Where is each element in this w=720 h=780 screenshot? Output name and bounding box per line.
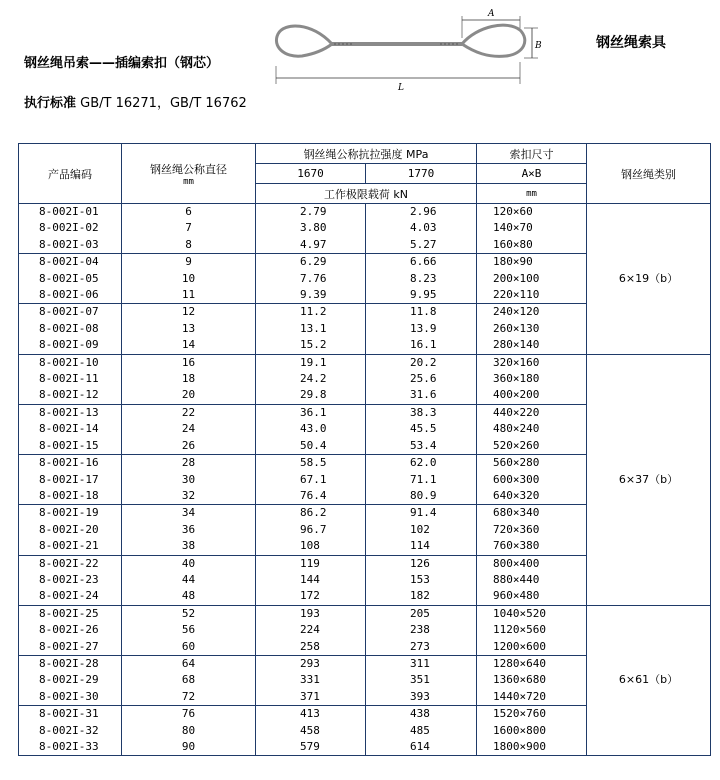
code-cell: 8-002I-27	[19, 639, 122, 656]
diameter-cell: 28	[122, 455, 256, 472]
load-1670-cell: 36.1	[256, 404, 366, 421]
code-cell: 8-002I-16	[19, 455, 122, 472]
load-1770-cell: 20.2	[366, 354, 477, 371]
load-1670-cell: 4.97	[256, 237, 366, 254]
size-cell: 1120×560	[477, 622, 587, 638]
category-cell: 6×19（b）	[587, 204, 711, 355]
load-1770-cell: 13.9	[366, 321, 477, 337]
code-cell: 8-002I-17	[19, 472, 122, 488]
load-1770-cell: 6.66	[366, 254, 477, 271]
size-cell: 120×60	[477, 204, 587, 221]
code-cell: 8-002I-12	[19, 387, 122, 404]
load-1770-cell: 126	[366, 555, 477, 572]
load-1770-cell: 351	[366, 672, 477, 688]
code-cell: 8-002I-15	[19, 438, 122, 455]
standard-label: 执行标准	[24, 96, 77, 111]
header-size-axb: A×B	[477, 164, 587, 184]
table-row	[19, 204, 711, 221]
load-1770-cell: 31.6	[366, 387, 477, 404]
load-1770-cell: 182	[366, 588, 477, 605]
diameter-cell: 52	[122, 605, 256, 622]
load-1770-cell: 438	[366, 706, 477, 723]
header-strength-1670: 1670	[256, 164, 366, 184]
dim-l-label: L	[398, 83, 404, 93]
code-cell: 8-002I-33	[19, 739, 122, 756]
left-eye-loop	[276, 26, 332, 56]
code-cell: 8-002I-10	[19, 354, 122, 371]
load-1770-cell: 62.0	[366, 455, 477, 472]
size-cell: 140×70	[477, 220, 587, 236]
code-cell: 8-002I-24	[19, 588, 122, 605]
load-1670-cell: 11.2	[256, 304, 366, 321]
load-1670-cell: 2.79	[256, 204, 366, 221]
load-1770-cell: 91.4	[366, 505, 477, 522]
load-1670-cell: 293	[256, 655, 366, 672]
diameter-cell: 38	[122, 538, 256, 555]
size-cell: 480×240	[477, 421, 587, 437]
load-1670-cell: 7.76	[256, 271, 366, 287]
size-cell: 1040×520	[477, 605, 587, 622]
size-cell: 760×380	[477, 538, 587, 555]
load-1670-cell: 172	[256, 588, 366, 605]
load-1770-cell: 273	[366, 639, 477, 656]
diameter-cell: 44	[122, 572, 256, 588]
dim-a-label: A	[488, 9, 495, 19]
code-cell: 8-002I-31	[19, 706, 122, 723]
load-1770-cell: 238	[366, 622, 477, 638]
diameter-cell: 90	[122, 739, 256, 756]
load-1670-cell: 108	[256, 538, 366, 555]
diameter-cell: 18	[122, 371, 256, 387]
header-load: 工作极限载荷 kN	[256, 184, 477, 204]
diameter-cell: 9	[122, 254, 256, 271]
code-cell: 8-002I-08	[19, 321, 122, 337]
load-1770-cell: 5.27	[366, 237, 477, 254]
diameter-cell: 64	[122, 655, 256, 672]
load-1670-cell: 13.1	[256, 321, 366, 337]
code-cell: 8-002I-05	[19, 271, 122, 287]
diameter-cell: 40	[122, 555, 256, 572]
spec-table-body	[19, 204, 711, 756]
load-1770-cell: 11.8	[366, 304, 477, 321]
standard-line	[24, 92, 247, 111]
header-diameter-label: 钢丝绳公称直径	[150, 162, 227, 176]
dim-b-label: B	[535, 41, 542, 51]
diameter-cell: 20	[122, 387, 256, 404]
size-cell: 640×320	[477, 488, 587, 505]
diameter-cell: 13	[122, 321, 256, 337]
load-1770-cell: 485	[366, 723, 477, 739]
diameter-cell: 76	[122, 706, 256, 723]
code-cell: 8-002I-22	[19, 555, 122, 572]
diameter-cell: 11	[122, 287, 256, 304]
load-1670-cell: 258	[256, 639, 366, 656]
code-cell: 8-002I-18	[19, 488, 122, 505]
size-cell: 600×300	[477, 472, 587, 488]
load-1770-cell: 80.9	[366, 488, 477, 505]
header-strength: 钢丝绳公称抗拉强度 MPa	[256, 144, 477, 164]
size-cell: 240×120	[477, 304, 587, 321]
code-cell: 8-002I-28	[19, 655, 122, 672]
category-cell: 6×61（b）	[587, 605, 711, 756]
diameter-cell: 72	[122, 689, 256, 706]
load-1670-cell: 58.5	[256, 455, 366, 472]
load-1670-cell: 579	[256, 739, 366, 756]
diameter-cell: 14	[122, 337, 256, 354]
load-1670-cell: 193	[256, 605, 366, 622]
load-1670-cell: 6.29	[256, 254, 366, 271]
load-1770-cell: 9.95	[366, 287, 477, 304]
diameter-cell: 26	[122, 438, 256, 455]
table-row	[19, 605, 711, 622]
load-1670-cell: 86.2	[256, 505, 366, 522]
size-cell: 1200×600	[477, 639, 587, 656]
size-cell: 180×90	[477, 254, 587, 271]
size-cell: 440×220	[477, 404, 587, 421]
header-code: 产品编码	[19, 144, 122, 204]
product-title: 钢丝绳吊索——插编索扣（钢芯）	[24, 56, 220, 71]
load-1670-cell: 24.2	[256, 371, 366, 387]
load-1770-cell: 114	[366, 538, 477, 555]
diameter-cell: 16	[122, 354, 256, 371]
diameter-cell: 12	[122, 304, 256, 321]
diameter-cell: 30	[122, 472, 256, 488]
load-1670-cell: 50.4	[256, 438, 366, 455]
load-1770-cell: 53.4	[366, 438, 477, 455]
code-cell: 8-002I-25	[19, 605, 122, 622]
load-1670-cell: 67.1	[256, 472, 366, 488]
code-cell: 8-002I-09	[19, 337, 122, 354]
size-cell: 280×140	[477, 337, 587, 354]
size-cell: 520×260	[477, 438, 587, 455]
size-cell: 260×130	[477, 321, 587, 337]
code-cell: 8-002I-29	[19, 672, 122, 688]
diameter-cell: 68	[122, 672, 256, 688]
code-cell: 8-002I-11	[19, 371, 122, 387]
load-1670-cell: 9.39	[256, 287, 366, 304]
size-cell: 880×440	[477, 572, 587, 588]
load-1770-cell: 311	[366, 655, 477, 672]
code-cell: 8-002I-13	[19, 404, 122, 421]
load-1670-cell: 224	[256, 622, 366, 638]
spec-table	[18, 143, 711, 756]
code-cell: 8-002I-32	[19, 723, 122, 739]
diameter-cell: 7	[122, 220, 256, 236]
load-1670-cell: 43.0	[256, 421, 366, 437]
size-cell: 400×200	[477, 387, 587, 404]
size-cell: 1520×760	[477, 706, 587, 723]
diameter-cell: 32	[122, 488, 256, 505]
right-eye-loop	[462, 25, 525, 56]
diameter-cell: 56	[122, 622, 256, 638]
sling-diagram	[262, 4, 552, 96]
code-cell: 8-002I-26	[19, 622, 122, 638]
code-cell: 8-002I-03	[19, 237, 122, 254]
diameter-cell: 60	[122, 639, 256, 656]
load-1670-cell: 76.4	[256, 488, 366, 505]
load-1670-cell: 119	[256, 555, 366, 572]
table-row	[19, 354, 711, 371]
header-diameter-unit: mm	[183, 176, 194, 187]
load-1670-cell: 3.80	[256, 220, 366, 236]
diameter-cell: 24	[122, 421, 256, 437]
diameter-cell: 6	[122, 204, 256, 221]
load-1770-cell: 38.3	[366, 404, 477, 421]
load-1670-cell: 331	[256, 672, 366, 688]
size-cell: 1360×680	[477, 672, 587, 688]
load-1670-cell: 371	[256, 689, 366, 706]
header-strength-1770: 1770	[366, 164, 477, 184]
load-1670-cell: 29.8	[256, 387, 366, 404]
load-1670-cell: 19.1	[256, 354, 366, 371]
size-cell: 960×480	[477, 588, 587, 605]
header-size: 索扣尺寸	[477, 144, 587, 164]
size-cell: 1280×640	[477, 655, 587, 672]
code-cell: 8-002I-14	[19, 421, 122, 437]
standard-value: GB/T 16271，GB/T 16762	[80, 96, 247, 111]
load-1670-cell: 96.7	[256, 522, 366, 538]
category-cell: 6×37（b）	[587, 354, 711, 605]
code-cell: 8-002I-07	[19, 304, 122, 321]
load-1770-cell: 4.03	[366, 220, 477, 236]
size-cell: 1440×720	[477, 689, 587, 706]
load-1770-cell: 45.5	[366, 421, 477, 437]
load-1670-cell: 144	[256, 572, 366, 588]
diameter-cell: 36	[122, 522, 256, 538]
code-cell: 8-002I-02	[19, 220, 122, 236]
diameter-cell: 80	[122, 723, 256, 739]
size-cell: 360×180	[477, 371, 587, 387]
diameter-cell: 34	[122, 505, 256, 522]
load-1670-cell: 15.2	[256, 337, 366, 354]
size-cell: 220×110	[477, 287, 587, 304]
code-cell: 8-002I-23	[19, 572, 122, 588]
load-1670-cell: 458	[256, 723, 366, 739]
diameter-cell: 48	[122, 588, 256, 605]
code-cell: 8-002I-01	[19, 204, 122, 221]
code-cell: 8-002I-30	[19, 689, 122, 706]
code-cell: 8-002I-04	[19, 254, 122, 271]
code-cell: 8-002I-06	[19, 287, 122, 304]
load-1770-cell: 16.1	[366, 337, 477, 354]
load-1770-cell: 205	[366, 605, 477, 622]
load-1770-cell: 393	[366, 689, 477, 706]
size-cell: 720×360	[477, 522, 587, 538]
header-size-unit: mm	[477, 184, 587, 204]
code-cell: 8-002I-20	[19, 522, 122, 538]
load-1770-cell: 25.6	[366, 371, 477, 387]
diameter-cell: 22	[122, 404, 256, 421]
load-1770-cell: 2.96	[366, 204, 477, 221]
header-diameter	[122, 144, 256, 204]
size-cell: 1600×800	[477, 723, 587, 739]
diameter-cell: 10	[122, 271, 256, 287]
load-1770-cell: 71.1	[366, 472, 477, 488]
size-cell: 800×400	[477, 555, 587, 572]
load-1670-cell: 413	[256, 706, 366, 723]
load-1770-cell: 614	[366, 739, 477, 756]
load-1770-cell: 8.23	[366, 271, 477, 287]
diameter-cell: 8	[122, 237, 256, 254]
size-cell: 200×100	[477, 271, 587, 287]
code-cell: 8-002I-19	[19, 505, 122, 522]
load-1770-cell: 153	[366, 572, 477, 588]
load-1770-cell: 102	[366, 522, 477, 538]
header-category: 钢丝绳类别	[587, 144, 711, 204]
category-title: 钢丝绳索具	[596, 35, 666, 51]
size-cell: 160×80	[477, 237, 587, 254]
size-cell: 320×160	[477, 354, 587, 371]
size-cell: 560×280	[477, 455, 587, 472]
size-cell: 680×340	[477, 505, 587, 522]
size-cell: 1800×900	[477, 739, 587, 756]
code-cell: 8-002I-21	[19, 538, 122, 555]
